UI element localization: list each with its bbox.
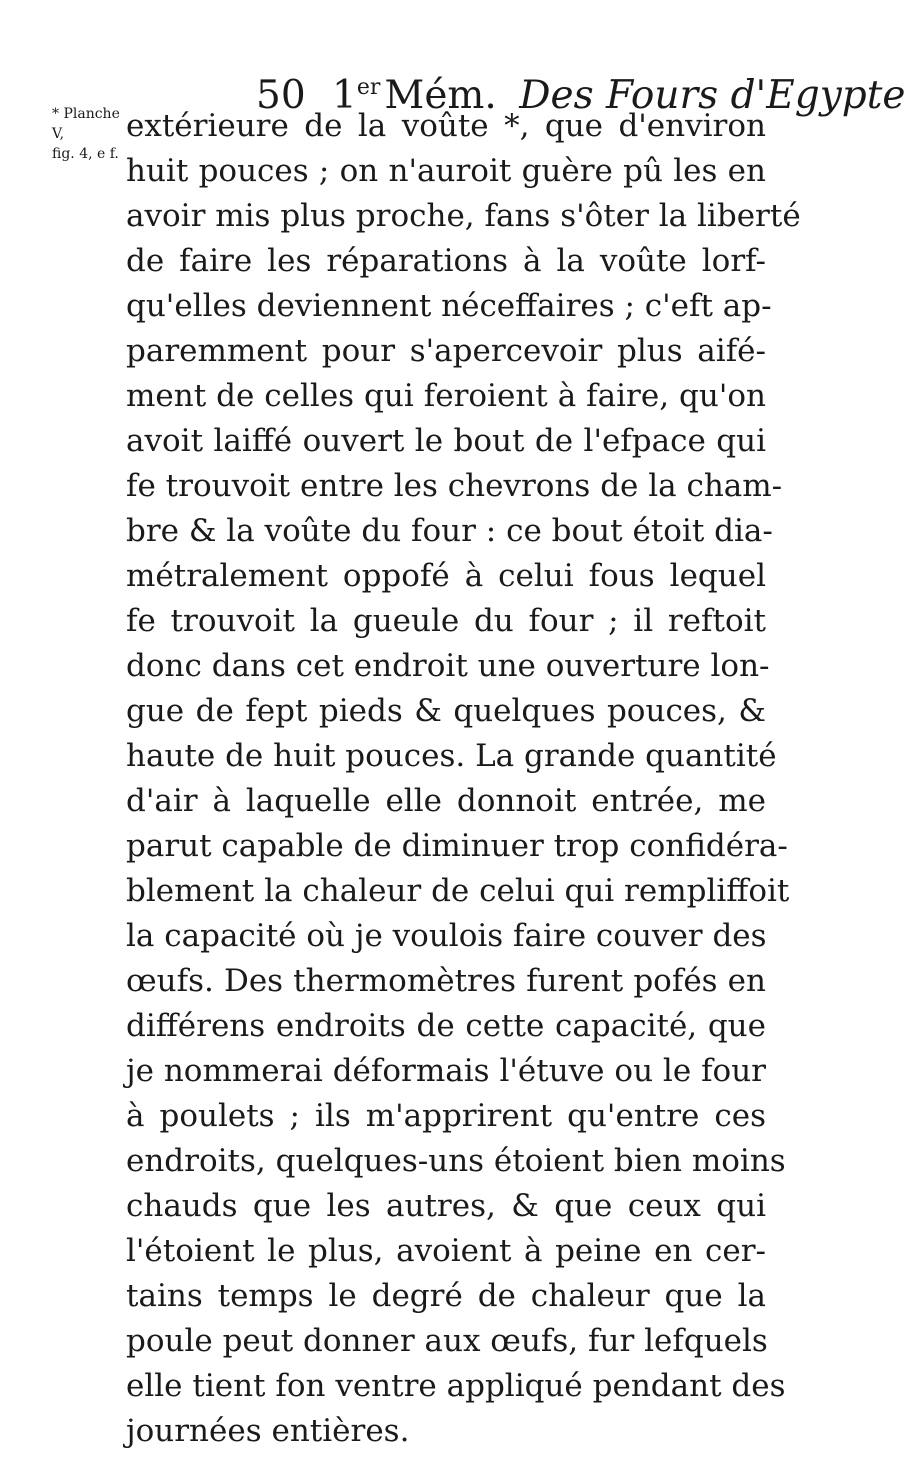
text-line: parut capable de diminuer trop confidéra-	[126, 828, 788, 864]
text-line: fe trouvoit la gueule du four ; il reftoit	[126, 603, 766, 639]
text-line: paremment pour s'apercevoir plus aifé-	[126, 333, 766, 369]
text-line: œufs. Des thermomètres furent pofés en	[126, 963, 766, 999]
memoire-abbrev: Mém.	[384, 73, 497, 118]
text-line: extérieure de la voûte *, que d'environ	[126, 108, 766, 144]
text-line: fe trouvoit entre les chevrons de la cham-	[126, 468, 783, 504]
text-line: haute de huit pouces. La grande quantité	[126, 738, 777, 774]
text-line: métralement oppofé à celui fous lequel	[126, 558, 766, 594]
text-line: blement la chaleur de celui qui rempliffoit	[126, 873, 790, 909]
text-line: je nommerai déformais l'étuve ou le four	[126, 1053, 766, 1089]
text-line: endroits, quelques-uns étoient bien moins	[126, 1143, 786, 1179]
text-line: huit pouces ; on n'auroit guère pû les en	[126, 153, 766, 189]
text-line: la capacité où je voulois faire couver des	[126, 918, 767, 954]
margin-note-line: * Planche V,	[52, 106, 120, 142]
text-line: à poulets ; ils m'apprirent qu'entre ces	[126, 1098, 766, 1134]
text-line: l'étoient le plus, avoient à peine en cer-	[126, 1233, 766, 1269]
text-line: elle tient fon ventre appliqué pendant des	[126, 1368, 786, 1404]
text-line-last: journées entières.	[126, 1413, 410, 1449]
text-line: avoir mis plus proche, fans s'ôter la liberté	[126, 198, 801, 234]
text-line: de faire les réparations à la voûte lorf-	[126, 243, 766, 279]
running-title: Des Fours d'Egypte	[519, 73, 905, 118]
text-line: ment de celles qui feroient à faire, qu'on	[126, 378, 766, 414]
margin-note-line: fig. 4, e f.	[52, 146, 119, 162]
text-line: qu'elles deviennent néceffaires ; c'eft ap-	[126, 288, 772, 324]
text-line: d'air à laquelle elle donnoit entrée, me	[126, 783, 766, 819]
text-line: poule peut donner aux œufs, fur lefquels	[126, 1323, 768, 1359]
text-line: différens endroits de cette capacité, que	[126, 1008, 766, 1044]
body-text	[126, 104, 801, 1454]
page-number: 50	[256, 73, 306, 118]
text-line: chauds que les autres, & que ceux qui	[126, 1188, 766, 1224]
text-line: donc dans cet endroit une ouverture lon-	[126, 648, 770, 684]
text-line: tains temps le degré de chaleur que la	[126, 1278, 766, 1314]
text-line: avoit laiffé ouvert le bout de l'efpace qui	[126, 423, 766, 459]
margin-footnote	[52, 104, 124, 164]
memoire-ordinal: er	[356, 75, 381, 100]
memoire-number: 1	[332, 73, 357, 118]
text-line: bre & la voûte du four : ce bout étoit dia-	[126, 513, 773, 549]
text-line: gue de fept pieds & quelques pouces, &	[126, 693, 766, 729]
